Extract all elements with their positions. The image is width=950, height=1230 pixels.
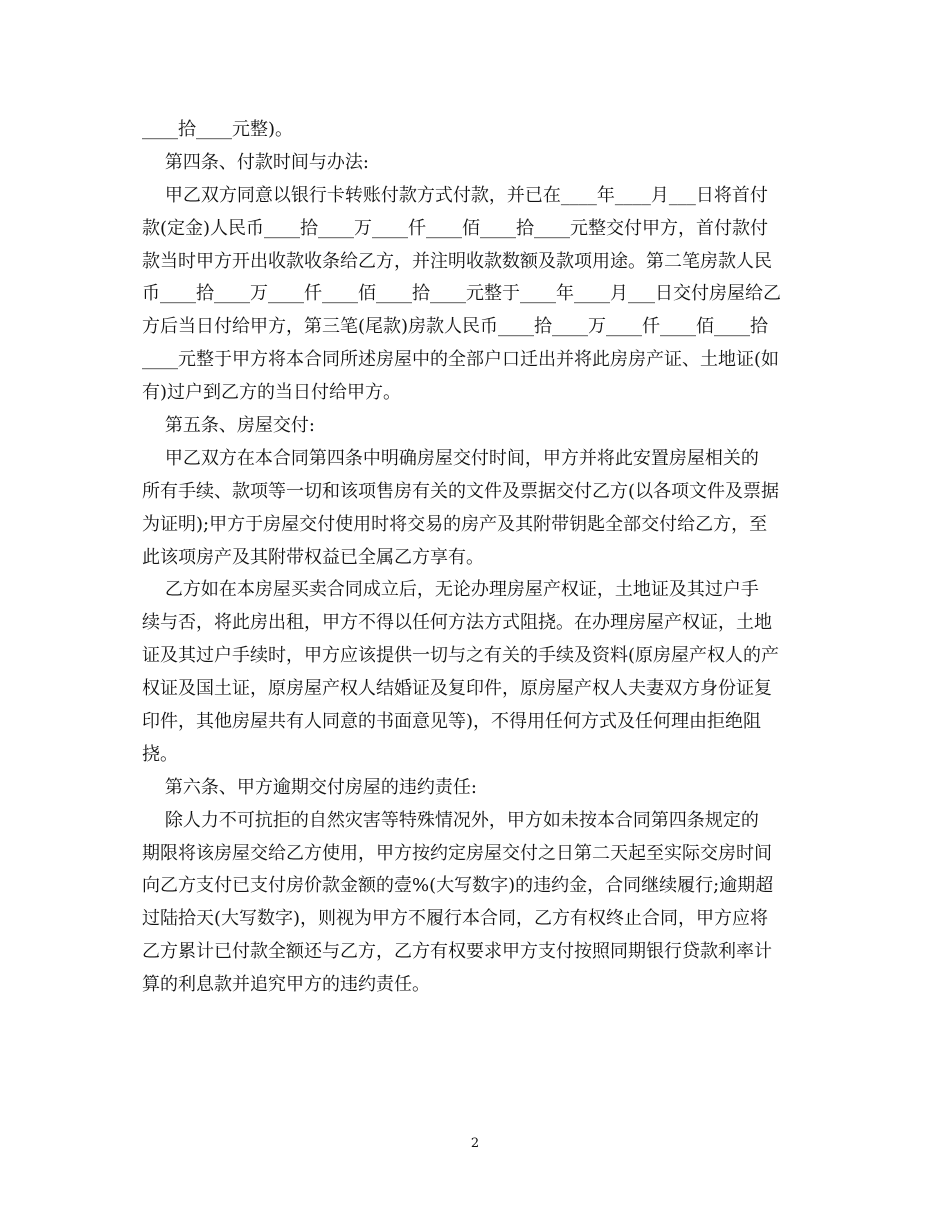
text-line: 所有手续、款项等一切和该项售房有关的文件及票据交付乙方(以各项文件及票据 bbox=[142, 480, 780, 502]
text-line: ____元整于甲方将本合同所述房屋中的全部户口迁出并将此房房产证、土地证(如 bbox=[142, 349, 780, 371]
text-line: 除人力不可抗拒的自然灾害等特殊情况外，甲方如未按本合同第四条规定的 bbox=[142, 809, 759, 831]
text-line: 乙方如在本房屋买卖合同成立后，无论办理房屋产权证，土地证及其过户手 bbox=[142, 579, 759, 601]
text-line: 款当时甲方开出收款收条给乙方，并注明收款数额及款项用途。第二笔房款人民 bbox=[142, 250, 772, 272]
document-body bbox=[142, 114, 812, 1002]
text-line: 印件，其他房屋共有人同意的书面意见等)，不得用任何方式及任何理由拒绝阻 bbox=[142, 711, 762, 733]
article-heading: 第六条、甲方逾期交付房屋的违约责任: bbox=[142, 776, 477, 798]
text-line: 甲乙双方在本合同第四条中明确房屋交付时间，甲方并将此安置房屋相关的 bbox=[142, 447, 759, 469]
article-heading: 第四条、付款时间与办法: bbox=[142, 151, 369, 173]
text-line: 币____拾____万____仟____佰____拾____元整于____年____月___日交付房屋给乙 bbox=[142, 283, 781, 305]
text-line: 过陆拾天(大写数字)，则视为甲方不履行本合同，乙方有权终止合同，甲方应将 bbox=[142, 908, 769, 930]
text-line: 挠。 bbox=[142, 743, 178, 765]
text-line: 乙方累计已付款全额还与乙方，乙方有权要求甲方支付按照同期银行贷款利率计 bbox=[142, 941, 772, 963]
page-number: 2 bbox=[470, 1136, 480, 1151]
text-line: 有)过户到乙方的当日付给甲方。 bbox=[142, 382, 402, 404]
text-line: 证及其过户手续时，甲方应该提供一切与之有关的手续及资料(原房屋产权人的产 bbox=[142, 645, 780, 667]
text-line: 期限将该房屋交给乙方使用，甲方按约定房屋交付之日第二天起至实际交房时间 bbox=[142, 842, 772, 864]
text-line: 款(定金)人民币____拾____万____仟____佰____拾____元整交付甲方，首付款付 bbox=[142, 217, 769, 239]
text-line: 方后当日付给甲方，第三笔(尾款)房款人民币____拾____万____仟____佰____拾 bbox=[142, 316, 769, 338]
text-line: 此该项房产及其附带权益已全属乙方享有。 bbox=[142, 546, 484, 568]
text-line: 甲乙双方同意以银行卡转账付款方式付款，并已在____年____月___日将首付 bbox=[142, 184, 768, 206]
text-line: 向乙方支付已支付房价款金额的壹%(大写数字)的违约金，合同继续履行;逾期超 bbox=[142, 875, 774, 897]
text-line: ____拾____元整)。 bbox=[142, 119, 294, 140]
text-line: 权证及国土证，原房屋产权人结婚证及复印件，原房屋产权人夫妻双方身份证复 bbox=[142, 678, 772, 700]
text-line: 续与否，将此房出租，甲方不得以任何方法方式阻挠。在办理房屋产权证，土地 bbox=[142, 612, 772, 634]
text-line: 为证明);甲方于房屋交付使用时将交易的房产及其附带钥匙全部交付给乙方，至 bbox=[142, 513, 768, 535]
article-heading: 第五条、房屋交付: bbox=[142, 415, 315, 437]
text-line: 算的利息款并追究甲方的违约责任。 bbox=[142, 974, 430, 996]
